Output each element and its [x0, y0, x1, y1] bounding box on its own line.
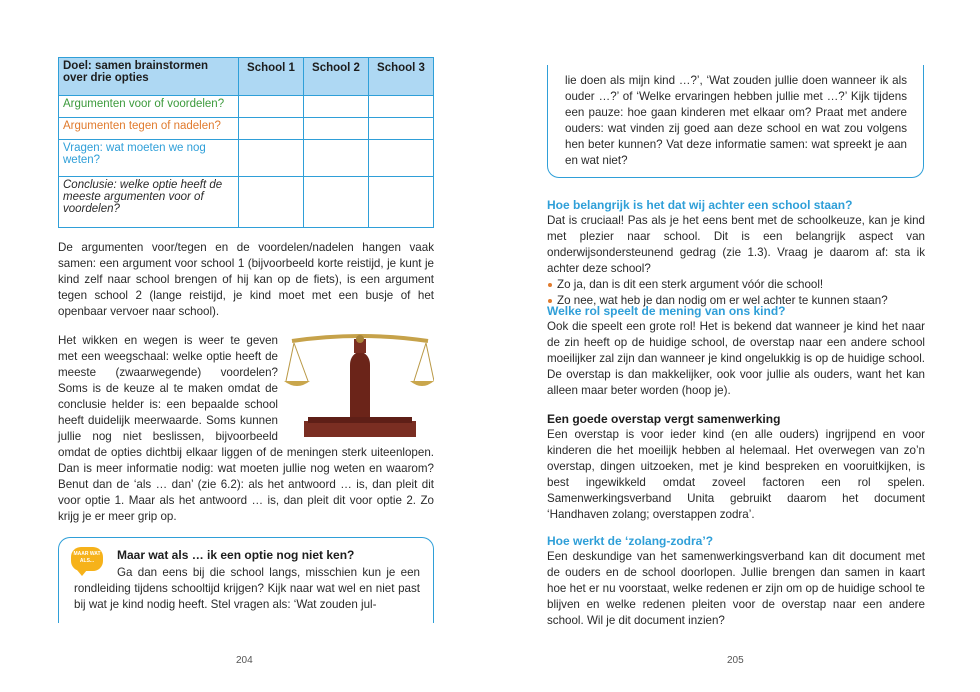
table-cell [369, 118, 434, 140]
callout-text [74, 565, 420, 613]
table-cell [239, 118, 304, 140]
section-heading: Welke rol speelt de mening van ons kind? [547, 304, 786, 318]
section-support [547, 197, 925, 309]
section-text: Een deskundige van het samenwerkingsverband kan dit document met de ouders en de school doorlopen. Jullie brengen dan samen in kaart hoe het er nu voorstaat, welke redenen er zijn om op de huidige school te blijven en welke redenen pleiten voor de overstap naar een andere school. Wil je dit document inzien? [547, 550, 925, 627]
paragraph-arguments: De argumenten voor/tegen en de voordelen/nadelen hangen vaak samen: een argument voor school 1 (bijvoorbeeld korte reistijd, je kunt je kind zelf naar school brengen of hij kan op de fiets), is een argument tegen school 2 (lange reistijd, je kind moet met een busje of het openbaar vervoer naar school). [58, 241, 434, 318]
callout-body: Ga dan eens bij die school langs, misschien kun je een rondleiding tijdens schooltijd krijgen? Kijk naar wat wel en niet past bij wat je kind nodig heeft. Stel vragen als: ‘Wat zouden jul- [74, 566, 420, 611]
callout-title: Maar wat als … ik een optie nog niet ken? [117, 548, 355, 562]
badge-label: MAAR WAT ALS... [73, 551, 101, 564]
paragraph-scale-block [58, 333, 434, 525]
section-text: Dat is cruciaal! Pas als je het eens bent met de schoolkeuze, kan je kind met plezier naar school. Dit is een belangrijk aspect van onderwijsondersteunend gedrag (zie 1.3). Vraag je daarom af: sta ik achter deze school? [547, 214, 925, 275]
section-collaboration [547, 411, 925, 523]
table-header-school-3: School 3 [369, 58, 434, 96]
table-cell [304, 140, 369, 177]
table-header-school-1: School 1 [239, 58, 304, 96]
table-cell [369, 96, 434, 118]
scale-illustration [284, 333, 434, 443]
table-row [59, 118, 434, 140]
row-label-conclusion: Conclusie: welke optie heeft de meeste argumenten voor of voordelen? [59, 177, 239, 228]
table-header-row [59, 58, 434, 96]
section-heading: Hoe werkt de ‘zolang-zodra’? [547, 534, 714, 548]
callout-continuation [547, 65, 924, 178]
section-text: Ook die speelt een grote rol! Het is bekend dat wanneer je kind het naar de zin heeft op de huidige school, de overstap naar een andere school moeilijker zal zijn dan wanneer je kind ongelukkig is op de huidige school. De overstap is dan makkelijker, ook voor jullie als ouders, want het kan alleen maar beter worden (hoop je). [547, 320, 925, 397]
table-row [59, 140, 434, 177]
row-label-questions: Vragen: wat moeten we nog weten? [59, 140, 239, 177]
section-text: Een overstap is voor ieder kind (en alle ouders) ingrijpend en voor kinderen die het moeilijk hebben al helemaal. Het overwegen van zo’n overstap, dingen uitzoeken, met je kind bespreken en vooruitkijken, is best ingewikkeld omdat zoveel factoren een rol spelen. Samenwerkingsverband Unita gebruikt daarom het document ‘Handhaven zolang; overstappen zodra’. [547, 428, 925, 521]
table-cell [369, 140, 434, 177]
section-child-opinion [547, 303, 925, 399]
table-cell [239, 96, 304, 118]
table-cell [304, 118, 369, 140]
row-label-arguments-for: Argumenten voor of voordelen? [59, 96, 239, 118]
table-cell [239, 140, 304, 177]
row-label-arguments-against: Argumenten tegen of nadelen? [59, 118, 239, 140]
table-cell [304, 177, 369, 228]
what-if-callout [58, 537, 434, 623]
table-cell [304, 96, 369, 118]
section-heading: Een goede overstap vergt samenwerking [547, 412, 781, 426]
section-heading: Hoe belangrijk is het dat wij achter een school staan? [547, 198, 853, 212]
table-cell [369, 177, 434, 228]
callout-continuation-text: lie doen als mijn kind …?’, ‘Wat zouden jullie doen wanneer ik als ouder …?’ of ‘Welke ervaringen hebben jullie met …?’ Kijk tijdens een pauze: hoe gaan kinderen met elkaar om? Praat met andere ouders: wat vinden zij goed aan deze school en wat zou volgens hen beter kunnen? Vat deze informatie samen: wat spreekt je aan en wat niet? [565, 74, 907, 167]
table-row [59, 177, 434, 228]
right-page [490, 0, 980, 692]
list-item: Zo ja, dan is dit een sterk argument vóór die school! [547, 277, 925, 293]
table-row [59, 96, 434, 118]
table-header-school-2: School 2 [304, 58, 369, 96]
table-header-goal: Doel: samen brainstormen over drie opties [59, 58, 239, 96]
balance-scale-icon [284, 333, 434, 445]
section-zolang-zodra [547, 533, 925, 629]
page-number: 205 [727, 655, 744, 666]
brainstorm-table [58, 57, 434, 228]
paragraph-weighing: Het wikken en wegen is weer te geven met een weegschaal: welke optie heeft de meeste (zwaarwegende) voordelen? Soms is de keuze al te maken omdat de conclusie helder is: een bepaalde school heeft duidelijk meerwaarde. Soms kunnen jullie nog niet beslissen, bijvoorbeeld omdat de opties dichtbij elkaar liggen of de meningen sterk uiteenlopen. Dan is meer informatie nodig: wat moeten jullie nog weten en waarom? Benut dan de ‘als … dan’ (zie 6.2): als het antwoord … is, dan pleit dit voor optie 1. Maar als het antwoord … is, dan pleit dit voor optie 2. Zo krijg je er meer grip op. [58, 334, 434, 523]
page-number: 204 [236, 655, 253, 666]
list-item: Zo nee, wat heb je dan nodig om er wel achter te kunnen staan? [547, 293, 925, 309]
table-cell [239, 177, 304, 228]
